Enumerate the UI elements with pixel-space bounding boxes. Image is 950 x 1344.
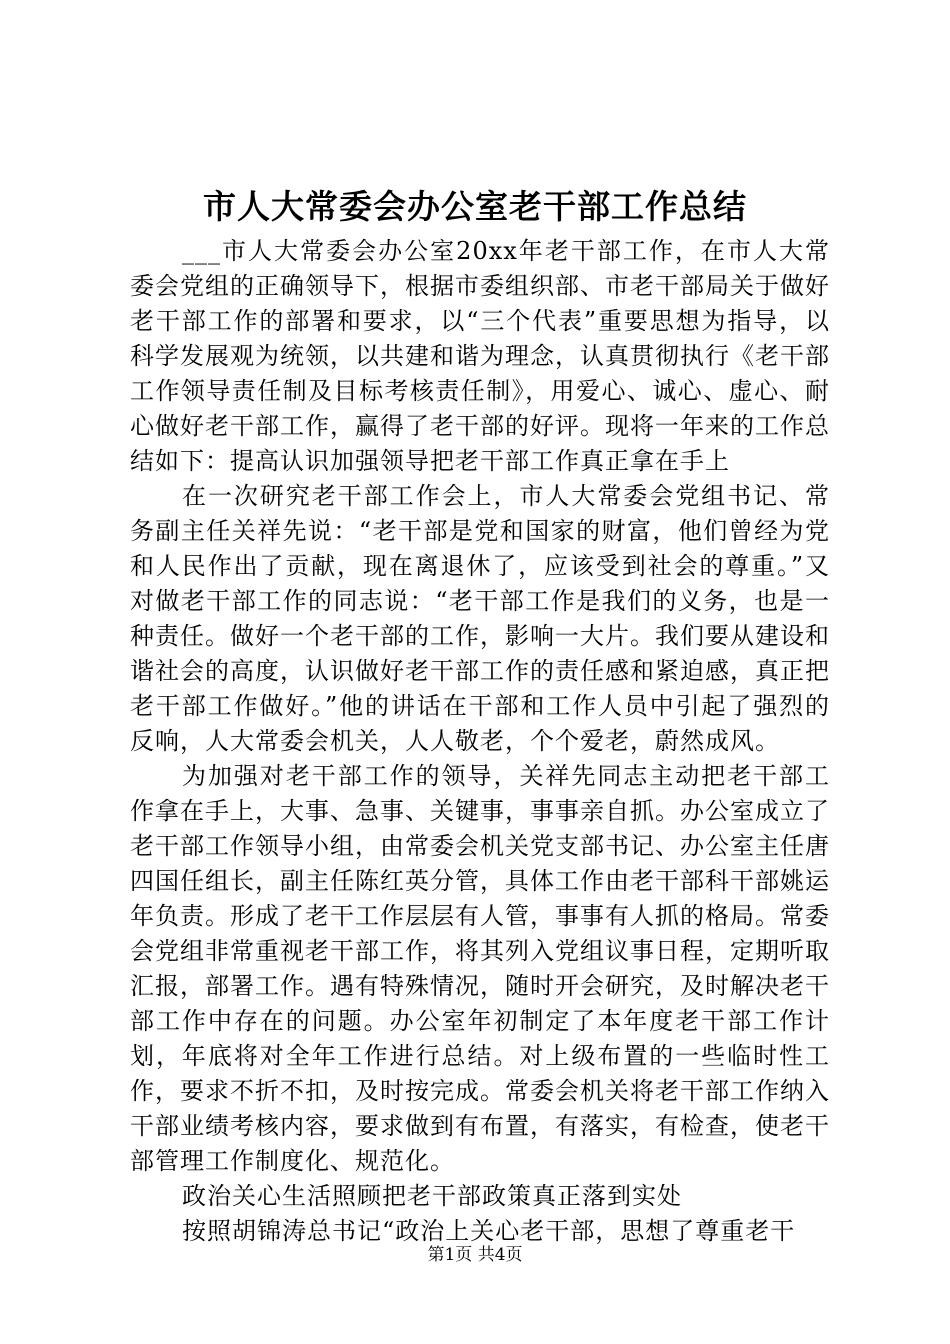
page-footer: 第1页 共4页	[427, 1245, 523, 1265]
paragraph-continuation: 按照胡锦涛总书记“政治上关心老干部，思想了尊重老干	[182, 1217, 796, 1245]
paragraph-meeting: 在一次研究老干部工作会上，市人大常委会党组书记、常务副主任关祥先说：“老干部是党和国家的财富，他们曾经为党和人民作出了贡献，现在离退休了，应该受到社会的尊重。”又对做老干部工作的同志说：“老干部工作是我们的义务，也是一种责任。做好一个老干部的工作，影响一大片。我们要从建设和谐社会的高度，认识做好老干部工作的责任感和紧迫感，真正把老干部工作做好。”他的讲话在干部和工作人员中引起了强烈的反响，人大常委会机关，人人敬老，个个爱老，蔚然成风。	[130, 482, 830, 755]
document-title: 市人大常委会办公室老干部工作总结	[203, 187, 747, 226]
paragraph-intro: ___市人大常委会办公室20xx年老干部工作，在市人大常委会党组的正确领导下，根据市委组织部、市老干部局关于做好老干部工作的部署和要求，以“三个代表”重要思想为指导，以科学发展观为统领，以共建和谐为理念，认真贯彻执行《老干部工作领导责任制及目标考核责任制》，用爱心、诚心、虚心、耐心做好老干部工作，赢得了老干部的好评。现将一年来的工作总结如下：提高认识加强领导把老干部工作真正拿在手上	[130, 237, 830, 475]
section-heading: 政治关心生活照顾把老干部政策真正落到实处	[182, 1182, 682, 1210]
document-body	[130, 234, 830, 1249]
paragraph-leadership: 为加强对老干部工作的领导，关祥先同志主动把老干部工作拿在手上，大事、急事、关键事，事事亲自抓。办公室成立了老干部工作领导小组，由常委会机关党支部书记、办公室主任唐四国任组长，副主任陈红英分管，具体工作由老干部科干部姚运年负责。形成了老干工作层层有人管，事事有人抓的格局。常委会党组非常重视老干部工作，将其列入党组议事日程，定期听取汇报，部署工作。遇有特殊情况，随时开会研究，及时解决老干部工作中存在的问题。办公室年初制定了本年度老干部工作计划，年底将对全年工作进行总结。对上级布置的一些临时性工作，要求不折不扣，及时按完成。常委会机关将老干部工作纳入干部业绩考核内容，要求做到有布置，有落实，有检查，使老干部管理工作制度化、规范化。	[130, 762, 830, 1175]
